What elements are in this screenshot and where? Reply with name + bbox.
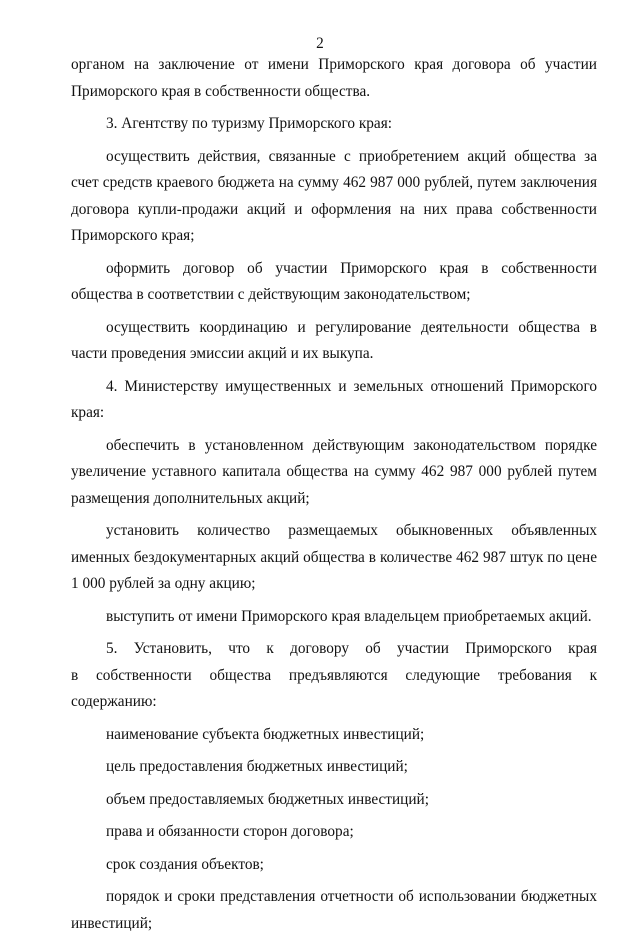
paragraph-6: 4. Министерству имущественных и земельных отношений Приморского края: xyxy=(71,377,597,421)
page-number: 2 xyxy=(316,35,324,52)
paragraph-14: права и обязанности сторон договора; xyxy=(106,823,354,840)
paragraph-12: цель предоставления бюджетных инвестиций; xyxy=(106,758,408,775)
paragraph-3: осуществить действия, связанные с приобретением акций общества за счет средств краевого бюджета на сумму 462 987 000 рублей, путем заключения договора купли-продажи акций и оформления на них права собственности Приморского края; xyxy=(71,147,597,244)
paragraph-10: 5. Установить, что к договору об участии Приморского края в собственности общества предъявляются следующие требования к содержанию: xyxy=(71,640,597,710)
paragraph-9: выступить от имени Приморского края владельцем приобретаемых акций. xyxy=(106,607,592,625)
paragraph-5: осуществить координацию и регулирование деятельности общества в части проведения эмиссии акций и их выкупа. xyxy=(71,318,597,362)
document-body xyxy=(71,52,597,943)
paragraph-1: органом на заключение от имени Приморского края договора об участии Приморского края в собственности общества. xyxy=(71,56,597,100)
paragraph-11: наименование субъекта бюджетных инвестиций; xyxy=(106,725,425,743)
paragraph-15: срок создания объектов; xyxy=(106,855,264,873)
paragraph-4: оформить договор об участии Приморского края в собственности общества в соответствии с действующим законодательством; xyxy=(71,259,597,303)
paragraph-8: установить количество размещаемых обыкновенных объявленных именных бездокументарных акций общества в количестве 462 987 штук по цене 1 000 рублей за одну акцию; xyxy=(71,522,597,592)
paragraph-13: объем предоставляемых бюджетных инвестиций; xyxy=(106,790,429,808)
paragraph-2: 3. Агентству по туризму Приморского края: xyxy=(106,115,392,132)
paragraph-16: порядок и сроки представления отчетности об использовании бюджетных инвестиций; xyxy=(71,888,597,932)
paragraph-7: обеспечить в установленном действующим законодательством порядке увеличение уставного капитала общества на сумму 462 987 000 рублей путем размещения дополнительных акций; xyxy=(71,436,597,507)
